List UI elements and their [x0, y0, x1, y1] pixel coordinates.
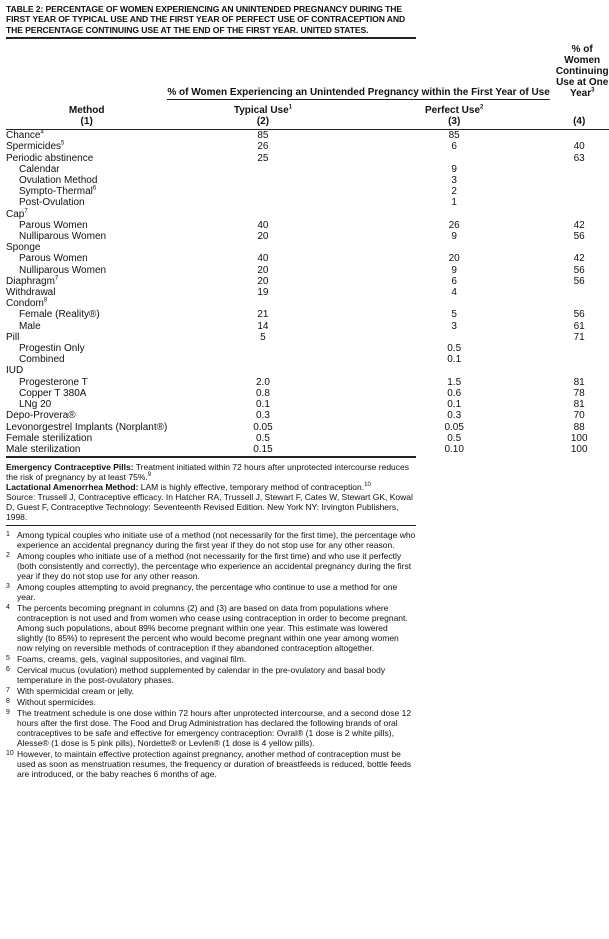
cell-continuing: 56	[573, 264, 585, 276]
footnote	[6, 697, 416, 707]
cell-typical: 25	[257, 152, 269, 164]
notes-block	[6, 462, 416, 522]
footnote	[6, 654, 416, 664]
table-row	[6, 231, 609, 242]
footnote	[6, 582, 416, 602]
table-row	[6, 276, 609, 287]
cell-perfect: 0.3	[447, 410, 462, 422]
header-method: Method	[68, 105, 105, 117]
table-row	[6, 410, 609, 421]
cell-method-sup: 5	[61, 141, 65, 148]
table-row	[6, 130, 609, 142]
cell-method: Female sterilization	[6, 432, 93, 444]
footnote-number: 1	[6, 531, 10, 539]
header-typical-num: (2)	[256, 116, 270, 128]
cell-method: Male sterilization	[6, 443, 81, 455]
table-row	[6, 253, 609, 264]
header-perfect-sup: 2	[480, 104, 484, 111]
footnote	[6, 603, 416, 653]
header-method-num: (1)	[80, 116, 93, 128]
cell-method: Female (Reality®)	[19, 309, 100, 321]
cell-typical: 26	[257, 141, 269, 153]
cell-typical: 20	[257, 231, 269, 243]
cell-typical: 21	[257, 309, 269, 321]
cell-method: Chance	[6, 130, 41, 142]
cell-continuing: 71	[573, 331, 585, 343]
cell-continuing: 100	[570, 443, 588, 455]
header-continuing-sup: 3	[591, 87, 595, 94]
footnote-number: 7	[6, 687, 10, 695]
cell-method: Sympto-Thermal	[19, 186, 93, 198]
cell-typical: 40	[257, 253, 269, 265]
footnote-number: 4	[6, 604, 10, 612]
cell-perfect: 6	[451, 275, 457, 287]
table-row	[6, 186, 609, 197]
table-row	[6, 309, 609, 320]
footnote	[6, 708, 416, 748]
ecp-note	[6, 462, 416, 482]
source-note: Source: Trussell J, Contraceptive efficacy. In Hatcher RA, Trussell J, Stewart F, Cates W, Stewart GK, Kowal D, Guest F, Contraceptive Technology: Seventeenth Revised Edition. New York NY: Irvington Publishers, 1998.	[6, 492, 413, 523]
table-title: TABLE 2: PERCENTAGE OF WOMEN EXPERIENCING AN UNINTENDED PREGNANCY DURING THE FIRST YEAR OF TYPICAL USE AND THE FIRST YEAR OF PERFECT USE OF CONTRACEPTION AND THE PERCENTAGE CONTINUING USE AT THE END OF THE FIRST YEAR. UNITED STATES.	[6, 4, 406, 35]
cell-method: Progestin Only	[19, 343, 85, 355]
cell-typical: 0.5	[255, 432, 270, 444]
table-row	[6, 354, 609, 365]
cell-method: Parous Women	[19, 253, 88, 265]
cell-typical: 19	[257, 287, 269, 299]
footnote-number: 2	[6, 552, 10, 560]
cell-perfect: 3	[451, 320, 457, 332]
header-perfect: Perfect Use	[425, 105, 481, 117]
cell-typical: 85	[257, 130, 269, 142]
cell-method: Periodic abstinence	[6, 152, 94, 164]
footnote-number: 6	[6, 666, 10, 674]
document-page	[6, 0, 609, 780]
lam-label: Lactational Amenorrhea Method:	[6, 482, 139, 493]
lam-note	[6, 482, 416, 492]
table-bottom-rule	[6, 456, 416, 458]
cell-continuing: 56	[573, 275, 585, 287]
cell-continuing: 56	[573, 231, 585, 243]
cell-method: Sponge	[6, 242, 41, 254]
footnote-number: 10	[6, 750, 14, 758]
table-row	[6, 343, 609, 354]
footnote-text: Among couples who initiate use of a method (not necessarily for the first time) and who use it perfectly (both consistently and correctly), the percentage who experience an accidental pregnancy during the first year if they do not stop use for any other reason.	[17, 551, 412, 582]
cell-perfect: 9	[451, 264, 457, 276]
header-continuing-group: % of Women Continuing Use at One Year	[555, 44, 609, 100]
cell-typical: 14	[257, 320, 269, 332]
header-cont-num: (4)	[573, 116, 586, 128]
cell-method: Combined	[19, 354, 65, 366]
cell-method: Post-Ovulation	[19, 197, 85, 209]
table-body	[6, 130, 609, 455]
footnote-text: With spermicidal cream or jelly.	[17, 686, 134, 697]
table-row	[6, 444, 609, 455]
cell-perfect: 6	[451, 141, 457, 153]
header-typical: Typical Use	[233, 105, 289, 117]
header-perfect-num: (3)	[448, 116, 461, 128]
cell-typical: 0.1	[255, 399, 270, 411]
footnote-text: Foams, creams, gels, vaginal suppositories, and vaginal film.	[17, 654, 247, 665]
cell-method: Nulliparous Women	[19, 264, 107, 276]
footnote	[6, 551, 416, 581]
footnote-text: Without spermicides.	[17, 697, 96, 708]
cell-perfect: 3	[451, 175, 457, 187]
cell-continuing: 56	[573, 309, 585, 321]
cell-method: Spermicides	[6, 141, 62, 153]
ecp-label: Emergency Contraceptive Pills:	[6, 462, 134, 473]
cell-method: Condom	[6, 298, 44, 310]
footnote-text: The percents becoming pregnant in columns (2) and (3) are based on data from populations where contraception is not used and from women who cease using contraception in order to become pregnant. Among such populations, about 89% become pregnant within one year. This estimate was lowered slightly (to 85%) to represent the percent who would become pregnant within one year among women now relying on reversible methods of contraception if they abandoned contraception altogether.	[17, 603, 408, 654]
cell-continuing: 78	[573, 387, 585, 399]
cell-method-sup: 7	[54, 275, 59, 282]
cell-typical: 0.3	[255, 410, 270, 422]
cell-perfect: 2	[451, 186, 457, 198]
cell-perfect: 9	[451, 163, 457, 175]
cell-method: Male	[19, 320, 41, 332]
cell-typical: 0.15	[253, 443, 273, 455]
cell-method: Diaphragm	[6, 275, 55, 287]
cell-method: LNg 20	[19, 399, 52, 411]
table-row	[6, 164, 609, 175]
cell-method: Progesterone T	[19, 376, 88, 388]
table-row	[6, 388, 609, 399]
cell-method: Nulliparous Women	[19, 231, 107, 243]
cell-method: Parous Women	[19, 219, 88, 231]
data-table	[6, 39, 609, 455]
table-row	[6, 287, 609, 298]
cell-perfect: 0.05	[444, 421, 464, 433]
cell-method: Calendar	[19, 163, 60, 175]
cell-perfect: 0.1	[447, 354, 462, 366]
cell-typical: 2.0	[255, 376, 270, 388]
cell-method-sup: 8	[43, 297, 48, 304]
table-row	[6, 399, 609, 410]
cell-typical: 5	[260, 331, 266, 343]
cell-perfect: 1.5	[447, 376, 462, 388]
cell-method-sup: 6	[92, 185, 97, 192]
cell-method: Withdrawal	[6, 287, 56, 299]
cell-method: Cap	[6, 208, 25, 220]
footnote	[6, 665, 416, 685]
cell-continuing: 61	[573, 320, 585, 332]
cell-perfect: 20	[448, 253, 460, 265]
footnote	[6, 686, 416, 696]
table-row	[6, 153, 609, 164]
table-row	[6, 175, 609, 186]
footnote-number: 9	[6, 709, 10, 717]
cell-typical: 0.05	[253, 421, 273, 433]
cell-method: Copper T 380A	[19, 387, 87, 399]
table-row	[6, 298, 609, 309]
cell-method: Ovulation Method	[19, 175, 98, 187]
footnote-text: However, to maintain effective protection against pregnancy, another method of contraception must be used as soon as menstruation resumes, the frequency or duration of breastfeeds is reduced, bottle feeds are introduced, or the baby reaches 6 months of age.	[17, 749, 412, 780]
cell-typical: 20	[257, 275, 269, 287]
header-typical-sup: 1	[288, 104, 293, 111]
cell-continuing: 81	[573, 399, 585, 411]
ecp-sup: 9	[147, 472, 152, 479]
footnotes-list	[6, 530, 416, 779]
cell-method: Levonorgestrel Implants (Norplant®)	[6, 421, 168, 433]
cell-method-sup: 7	[24, 208, 28, 215]
cell-typical: 20	[257, 264, 269, 276]
cell-method: Pill	[6, 331, 20, 343]
cell-continuing: 42	[573, 219, 585, 231]
table-row	[6, 197, 609, 208]
cell-perfect: 0.6	[447, 387, 462, 399]
ecp-text: Treatment initiated within 72 hours after unprotected intercourse reduces the risk of pregnancy by at least 75%.	[6, 462, 410, 483]
cell-perfect: 9	[451, 231, 457, 243]
lam-sup: 10	[364, 482, 371, 489]
footnote-text: Among couples attempting to avoid pregnancy, the percentage who continue to use a method for one year.	[17, 582, 398, 603]
table-row	[6, 265, 609, 276]
footnotes-rule	[6, 525, 416, 526]
table-row	[6, 220, 609, 231]
table-row	[6, 377, 609, 388]
cell-continuing: 42	[573, 253, 585, 265]
cell-perfect: 26	[448, 219, 460, 231]
cell-continuing: 40	[573, 141, 585, 153]
cell-perfect: 4	[451, 287, 457, 299]
table-row	[6, 365, 609, 376]
footnote	[6, 530, 416, 550]
table-row	[6, 433, 609, 444]
table-row	[6, 242, 609, 253]
table-row	[6, 209, 609, 220]
cell-continuing: 63	[573, 152, 585, 164]
cell-typical: 0.8	[255, 387, 270, 399]
footnote-number: 3	[6, 583, 10, 591]
cell-continuing: 81	[573, 376, 585, 388]
cell-method: Depo-Provera®	[6, 410, 76, 422]
cell-perfect: 1	[451, 197, 457, 209]
table-row	[6, 422, 609, 433]
cell-perfect: 0.5	[447, 343, 462, 355]
cell-typical: 40	[257, 219, 269, 231]
cell-method-sup: 4	[40, 129, 44, 136]
footnote	[6, 749, 416, 779]
cell-perfect: 0.1	[447, 399, 462, 411]
cell-perfect: 85	[448, 130, 460, 142]
cell-continuing: 100	[570, 432, 588, 444]
cell-continuing: 70	[573, 410, 585, 422]
footnote-text: The treatment schedule is one dose within 72 hours after unprotected intercourse, and a second dose 12 hours after the first dose. The Food and Drug Administration has declared the following brands of oral contraceptives to be safe and effective for emergency contraception: Ovral® (1 dose is 2 white pills), Alesse® (1 dose is 5 pink pills), Nordette® or Levlen® (1 dose is 4 yellow pills).	[17, 708, 412, 749]
table-row	[6, 332, 609, 343]
footnote-text: Among typical couples who initiate use of a method (not necessarily for the first time), the percentage who experience an accidental pregnancy during the first year if they do not stop use for any other reason.	[17, 530, 416, 551]
footnote-text: Cervical mucus (ovulation) method supplemented by calendar in the pre-ovulatory and basal body temperature in the post-ovulatory phases.	[17, 665, 386, 686]
lam-text: LAM is highly effective, temporary method of contraception.	[140, 482, 365, 493]
footnote-number: 8	[6, 698, 10, 706]
table-row	[6, 321, 609, 332]
cell-perfect: 0.5	[447, 432, 462, 444]
cell-perfect: 0.10	[444, 443, 464, 455]
footnote-number: 5	[6, 655, 10, 663]
cell-perfect: 5	[451, 309, 457, 321]
header-pregnancy-group: % of Women Experiencing an Unintended Pregnancy within the First Year of Use	[167, 86, 550, 98]
table-row	[6, 141, 609, 152]
cell-continuing: 88	[573, 421, 585, 433]
cell-method: IUD	[6, 365, 24, 377]
